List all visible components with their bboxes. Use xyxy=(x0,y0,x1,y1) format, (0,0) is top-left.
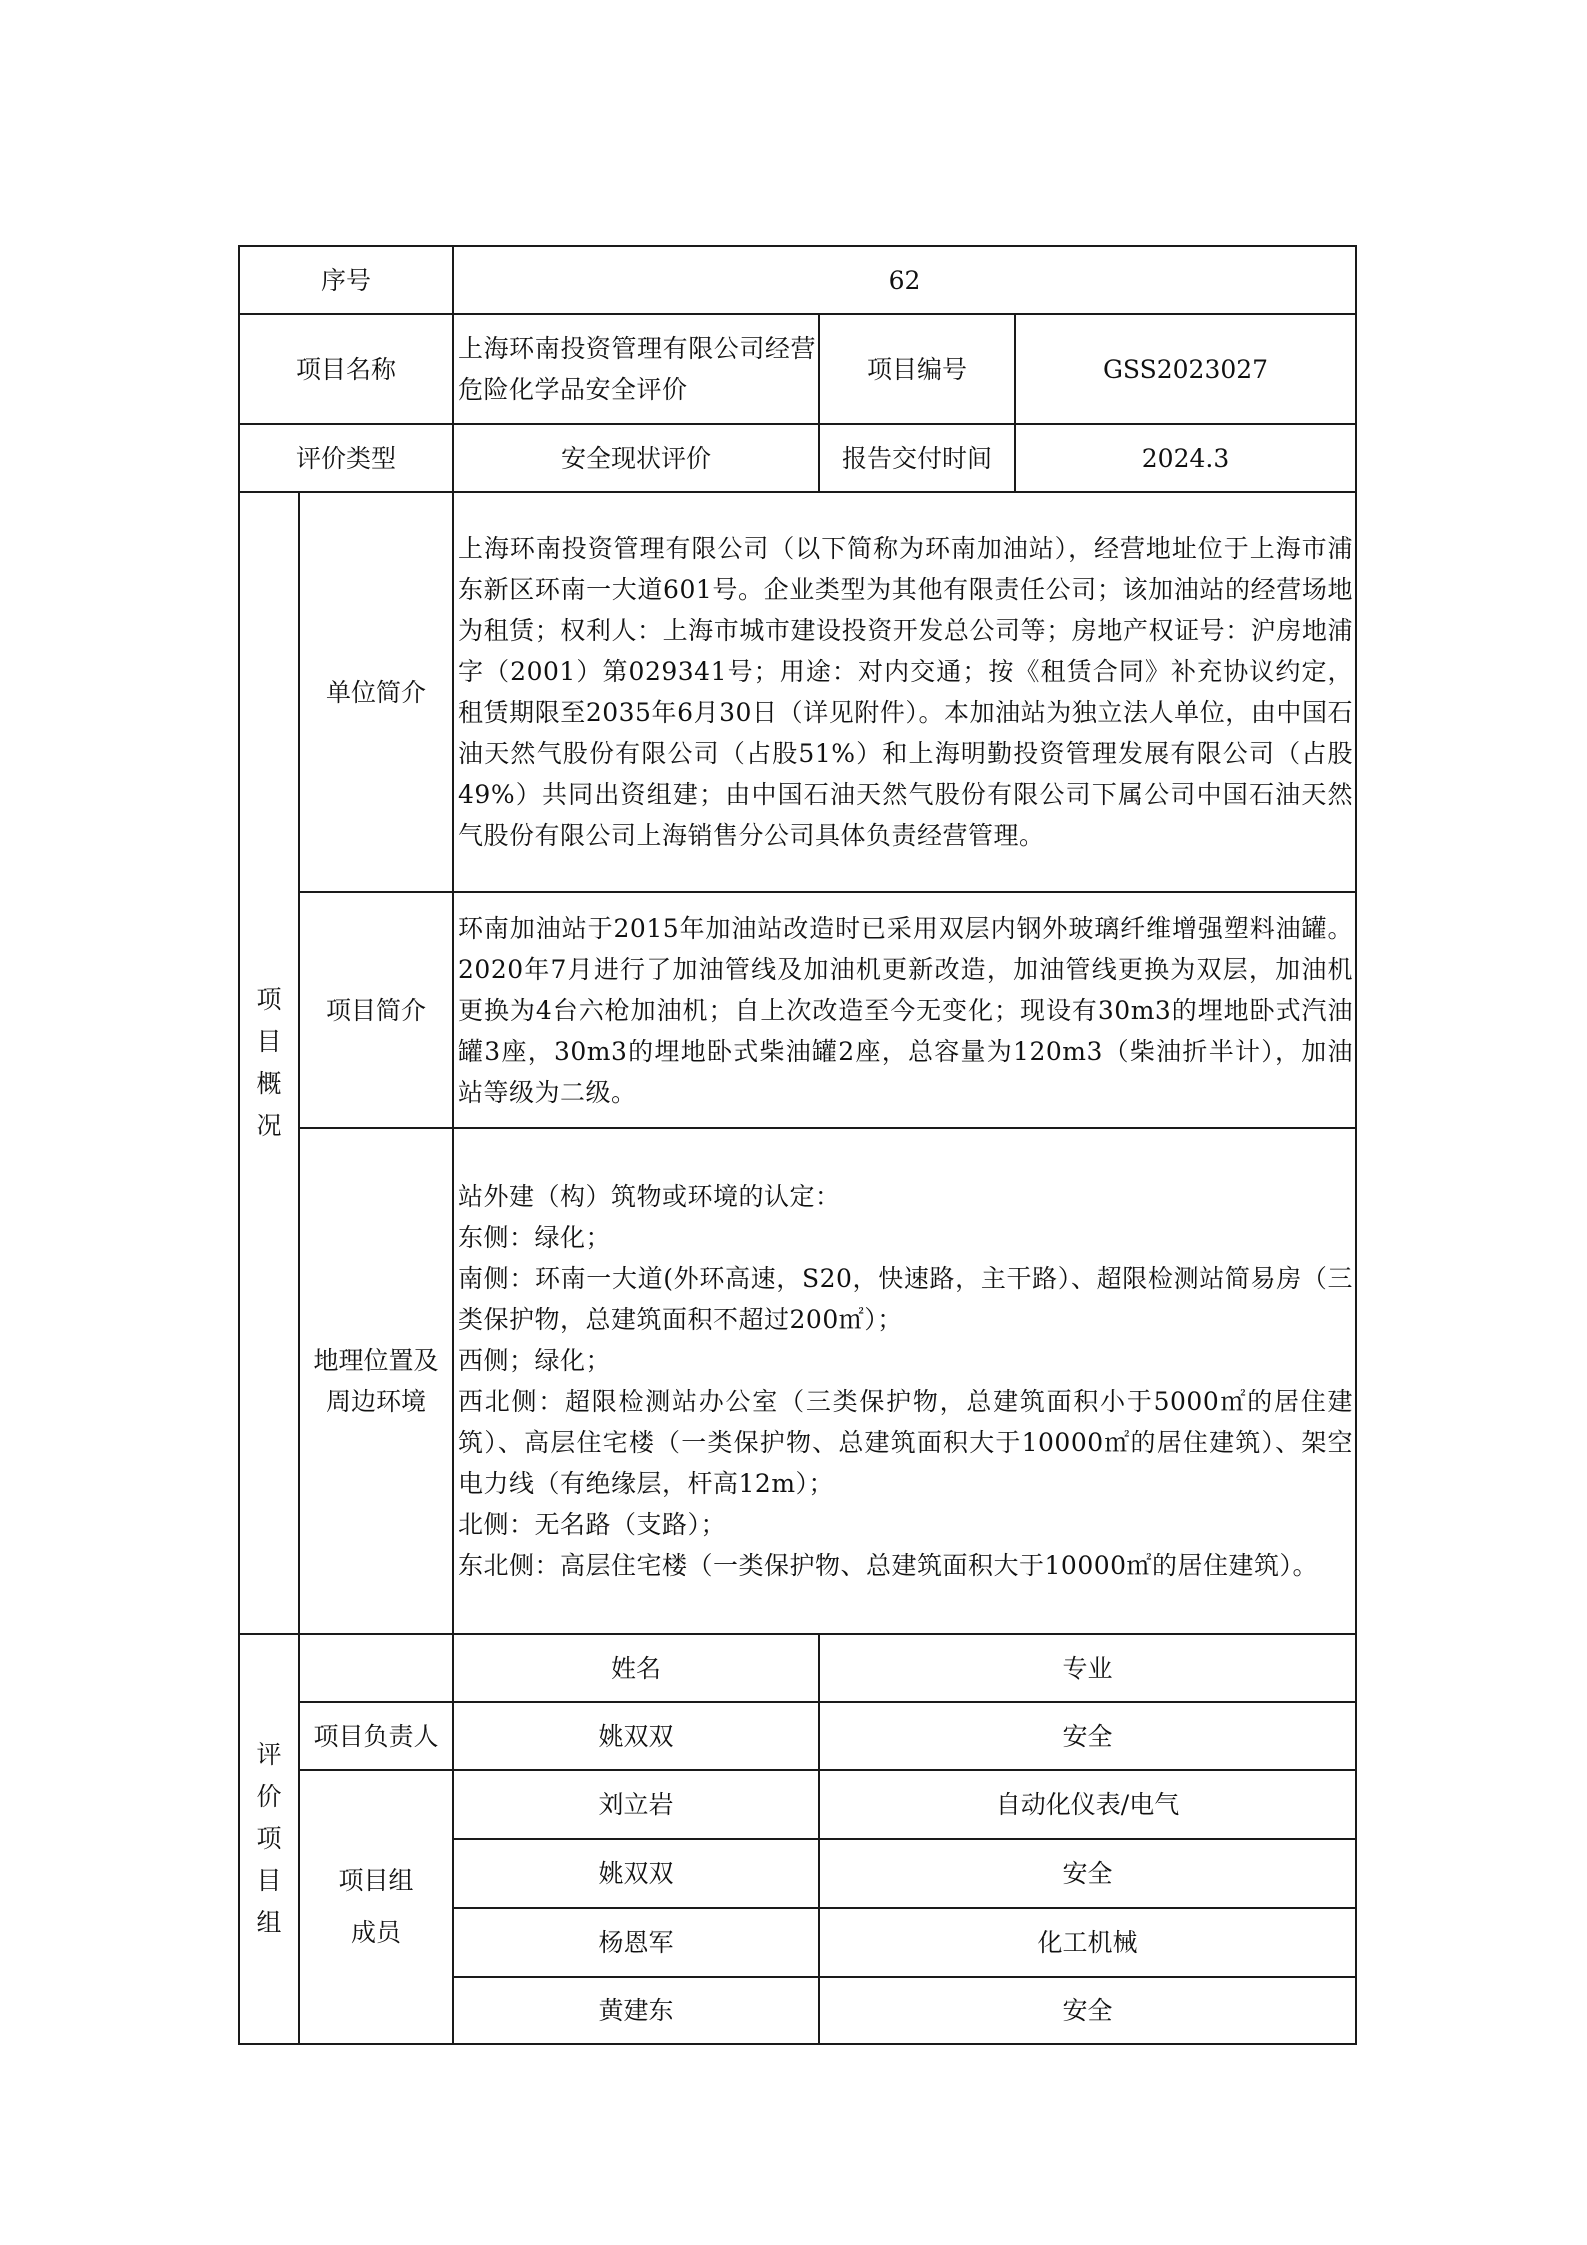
member-name: 刘立岩 xyxy=(453,1770,819,1839)
project-name-value: 上海环南投资管理有限公司经营危险化学品安全评价 xyxy=(453,314,819,424)
geo-line: 北侧：无名路（支路）； xyxy=(458,1510,727,1539)
members-label: 项目组成员 xyxy=(299,1770,453,2044)
row-sequence xyxy=(239,246,1356,314)
seq-label: 序号 xyxy=(239,246,453,314)
row-unit-intro xyxy=(239,492,1356,892)
row-project-intro xyxy=(239,892,1356,1128)
row-team-member xyxy=(239,1770,1356,1839)
seq-value: 62 xyxy=(453,246,1356,314)
evaluation-type-value: 安全现状评价 xyxy=(453,424,819,492)
member-major: 安全 xyxy=(819,1839,1356,1908)
leader-major: 安全 xyxy=(819,1702,1356,1770)
leader-label: 项目负责人 xyxy=(299,1702,453,1770)
row-team-leader xyxy=(239,1702,1356,1770)
geo-line: 东侧：绿化； xyxy=(458,1223,612,1252)
unit-intro-text: 上海环南投资管理有限公司（以下简称为环南加油站），经营地址位于上海市浦东新区环南一大道601号。企业类型为其他有限责任公司；该加油站的经营场地为租赁；权利人：上海市城市建设投资开发总公司等；房地产权证号：沪房地浦字（2001）第029341号；用途：对内交通；按《租赁合同》补充协议约定，租赁期限至2035年6月30日（详见附件）。本加油站为独立法人单位，由中国石油天然气股份有限公司（占股51%）和上海明勤投资管理发展有限公司（占股49%）共同出资组建；由中国石油天然气股份有限公司下属公司中国石油天然气股份有限公司上海销售分公司具体负责经营管理。 xyxy=(453,492,1356,892)
member-name: 黄建东 xyxy=(453,1977,819,2044)
project-code-value: GSS2023027 xyxy=(1015,314,1356,424)
leader-name: 姚双双 xyxy=(453,1702,819,1770)
project-info-table xyxy=(238,245,1357,2045)
project-intro-label: 项目简介 xyxy=(299,892,453,1128)
geo-line: 西侧；绿化； xyxy=(458,1346,612,1375)
row-team-header xyxy=(239,1634,1356,1702)
team-col-major: 专业 xyxy=(819,1634,1356,1702)
project-code-label: 项目编号 xyxy=(819,314,1015,424)
member-major: 化工机械 xyxy=(819,1908,1356,1977)
team-header-blank xyxy=(299,1634,453,1702)
member-name: 杨恩军 xyxy=(453,1908,819,1977)
project-name-label: 项目名称 xyxy=(239,314,453,424)
evaluation-record-sheet xyxy=(238,245,1355,2045)
geo-line: 西北侧：超限检测站办公室（三类保护物，总建筑面积小于5000㎡的居住建筑）、高层住宅楼（一类保护物、总建筑面积大于10000㎡的居住建筑）、架空电力线（有绝缘层，杆高12m）； xyxy=(458,1387,1354,1498)
project-intro-text: 环南加油站于2015年加油站改造时已采用双层内钢外玻璃纤维增强塑料油罐。2020年7月进行了加油管线及加油机更新改造，加油管线更换为双层，加油机更换为4台六枪加油机；自上次改造至今无变化；现设有30m3的埋地卧式汽油罐3座，30m3的埋地卧式柴油罐2座，总容量为120m3（柴油折半计），加油站等级为二级。 xyxy=(453,892,1356,1128)
geo-label: 地理位置及周边环境 xyxy=(299,1128,453,1634)
member-major: 安全 xyxy=(819,1977,1356,2044)
delivery-date-value: 2024.3 xyxy=(1015,424,1356,492)
delivery-date-label: 报告交付时间 xyxy=(819,424,1015,492)
member-major: 自动化仪表/电气 xyxy=(819,1770,1356,1839)
row-project-name xyxy=(239,314,1356,424)
geo-line: 南侧：环南一大道(外环高速，S20，快速路，主干路）、超限检测站简易房（三类保护物，总建筑面积不超过200㎡）； xyxy=(458,1264,1354,1334)
overview-group-label: 项目概况 xyxy=(239,492,299,1634)
row-geo-environment xyxy=(239,1128,1356,1634)
row-evaluation-type xyxy=(239,424,1356,492)
team-col-name: 姓名 xyxy=(453,1634,819,1702)
team-group-label: 评价项目组 xyxy=(239,1634,299,2044)
evaluation-type-label: 评价类型 xyxy=(239,424,453,492)
geo-line: 东北侧：高层住宅楼（一类保护物、总建筑面积大于10000㎡的居住建筑）。 xyxy=(458,1551,1319,1580)
geo-line: 站外建（构）筑物或环境的认定： xyxy=(458,1182,841,1211)
geo-text xyxy=(453,1128,1356,1634)
unit-intro-label: 单位简介 xyxy=(299,492,453,892)
member-name: 姚双双 xyxy=(453,1839,819,1908)
